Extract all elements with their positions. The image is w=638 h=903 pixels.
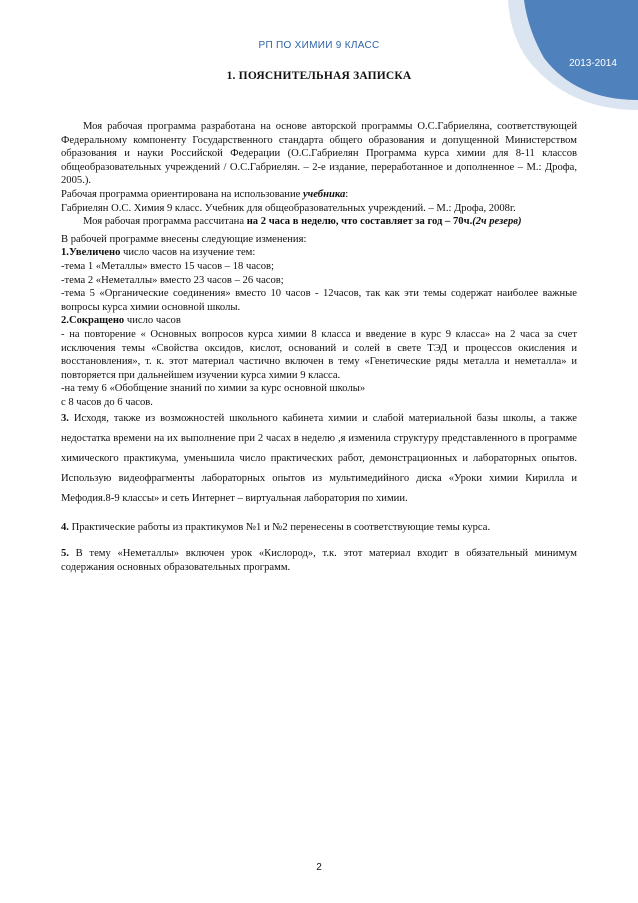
paragraph-oxygen-lesson: 5. В тему «Неметаллы» включен урок «Кислород», т.к. этот материал входит в обязательный минимум содержания основных образовательных программ. xyxy=(61,548,577,573)
document-body xyxy=(61,120,577,574)
paragraph-hours: Моя рабочая программа рассчитана на 2 часа в неделю, что составляет за год – 70ч.(2ч резерв) xyxy=(83,216,522,228)
paragraph-intro: Моя рабочая программа разработана на основе авторской программы О.С.Габриеляна, соответствующей Федеральному компоненту Государственного стандарта общего образования и допущенной Министерством образования и науки Российской Федерации (О.С.Габриелян Программа курса химии для 8-11 классов общеобразовательных учреждений / О.С.Габриелян. – 2-е издание, переработанное и дополненное – М.: Дрофа, 2005.). xyxy=(61,121,577,187)
paragraph-textbook: Габриелян О.С. Химия 9 класс. Учебник для общеобразовательных учреждений. – М.: Дрофа, 2008г. xyxy=(61,202,516,214)
list-item: с 8 часов до 6 часов. xyxy=(61,396,153,408)
paragraph-reduced: 2.Сокращено число часов xyxy=(61,315,181,327)
paragraph-changes-intro: В рабочей программе внесены следующие изменения: xyxy=(61,233,307,245)
document-header: РП ПО ХИМИИ 9 КЛАСС xyxy=(258,40,380,51)
list-item: -тема 1 «Металлы» вместо 15 часов – 18 часов; xyxy=(61,260,274,272)
paragraph-textbook-intro: Рабочая программа ориентирована на использование учебника: xyxy=(61,188,349,200)
list-item: -тема 5 «Органические соединения» вместо 10 часов - 12часов, так как эти темы содержат наиболее важные вопросы курса химии основной школы. xyxy=(61,288,577,313)
page-number: 2 xyxy=(316,862,322,873)
paragraph-practical-works: 4. Практические работы из практикумов №1 и №2 перенесены в соответствующие темы курса. xyxy=(61,522,491,534)
section-title: 1. ПОЯСНИТЕЛЬНАЯ ЗАПИСКА xyxy=(226,70,412,82)
list-item: -на тему 6 «Обобщение знаний по химии за курс основной школы» xyxy=(61,383,366,395)
paragraph-practicum: 3. Исходя, также из возможностей школьного кабинета химии и слабой материальной базы школы, а также недостатка времени на их выполнение при 2 часах в неделю ,я изменила структуру представленного в программе химического практикума, уменьшила число практических работ, демонстрационных и лабораторных опытов. Использую видеофрагменты лабораторных опытов из мультимедийного диска «Уроки химии Кирилла и Мефодия.8-9 классы» и сеть Интернет – виртуальная лаборатория по химии. xyxy=(61,413,577,505)
year-badge-shape xyxy=(508,0,638,110)
list-item: - на повторение « Основных вопросов курса химии 8 класса и введение в курс 9 класса» на 2 часа за счет исключения темы «Свойства оксидов, кислот, оснований и солей в свете ТЭД и процессов окисления и восстановления», т. к. этот материал частично включен в тему «Генетические ряды металла и неметалла» и повторяется при дальнейшем изучении курса химии 9 класса. xyxy=(61,328,577,381)
paragraph-increased: 1.Увеличено число часов на изучение тем: xyxy=(61,247,256,259)
list-item: -тема 2 «Неметаллы» вместо 23 часов – 26 часов; xyxy=(61,274,284,286)
year-badge: 2013-2014 xyxy=(569,58,617,69)
